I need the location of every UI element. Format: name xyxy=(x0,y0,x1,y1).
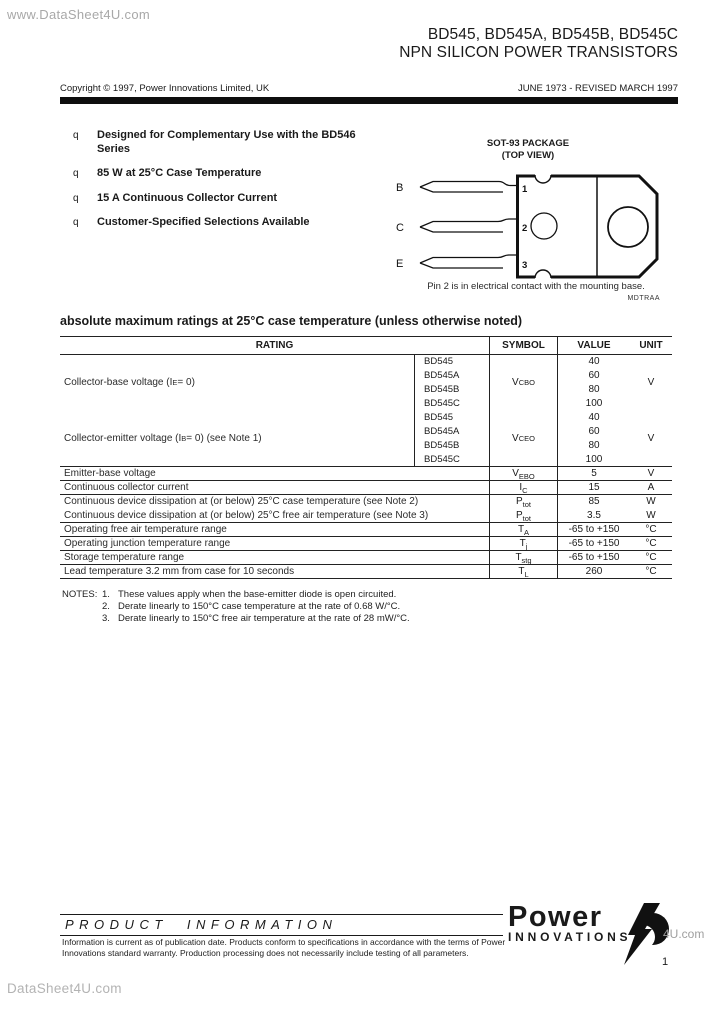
device-cell: BD545B xyxy=(424,440,460,451)
column-header-unit: UNIT xyxy=(639,340,663,351)
value-cell: -65 to +150 xyxy=(568,538,620,549)
device-cell: BD545 xyxy=(424,356,454,367)
pin-label-c: C xyxy=(396,222,404,234)
device-cell: BD545B xyxy=(424,384,460,395)
features-list xyxy=(73,129,383,241)
symbol-subscript: EBO xyxy=(518,472,535,481)
value-cell: 80 xyxy=(588,440,600,451)
device-cell: BD545C xyxy=(424,454,460,465)
column-header-rating: RATING xyxy=(60,337,490,354)
value-cell: 60 xyxy=(588,426,600,437)
table-row xyxy=(60,481,672,495)
pin-label-b: B xyxy=(396,182,404,194)
symbol-base: P xyxy=(515,510,523,521)
revision-date: JUNE 1973 - REVISED MARCH 1997 xyxy=(518,83,678,94)
notes-label: NOTES: xyxy=(62,589,98,600)
rating-cell: Continuous collector current xyxy=(60,481,490,494)
symbol-subscript: A xyxy=(524,528,530,537)
pin-number-1: 1 xyxy=(522,184,528,195)
symbol-base: V xyxy=(512,432,519,444)
abs-max-ratings-table xyxy=(60,336,672,579)
rating-subscript: E xyxy=(172,378,178,388)
header-rule xyxy=(60,97,678,104)
pin-label-e: E xyxy=(396,258,404,270)
square-bullet-icon: q xyxy=(73,192,79,204)
note-text: These values apply when the base-emitter diode is open circuited. xyxy=(118,589,397,600)
symbol-subscript: j xyxy=(525,542,528,551)
rating-cell: Lead temperature 3.2 mm from case for 10 seconds xyxy=(60,565,490,578)
square-bullet-icon: q xyxy=(73,130,79,141)
copyright-text: Copyright © 1997, Power Innovations Limited, UK xyxy=(60,83,270,94)
rating-cell: Operating junction temperature range xyxy=(60,537,490,550)
symbol-base: V xyxy=(512,377,519,389)
symbol-subscript: C xyxy=(522,486,528,495)
symbol-cell xyxy=(490,411,557,467)
page-title xyxy=(399,26,678,61)
voltage-rating-groups xyxy=(60,355,672,467)
device-column xyxy=(415,355,490,466)
symbol-base: T xyxy=(515,552,522,563)
rating-text: Collector-emitter voltage (I xyxy=(64,432,182,444)
symbol-cell xyxy=(490,565,558,578)
rating-cell: Emitter-base voltage xyxy=(60,467,490,480)
symbol-subscript: L xyxy=(524,570,529,579)
symbol-base: P xyxy=(515,496,523,507)
unit-cell: °C xyxy=(645,538,657,549)
feature-item xyxy=(73,216,383,230)
value-cell: 80 xyxy=(588,384,600,395)
unit-cell: A xyxy=(647,482,655,493)
unit-column xyxy=(630,355,672,466)
feature-text: Designed for Complementary Use with the BD546 Series xyxy=(97,129,356,155)
note-text: Derate linearly to 150°C free air temperature at the rate of 28 mW/°C. xyxy=(118,613,410,624)
rating-cell xyxy=(60,355,414,411)
rating-subscript: B xyxy=(181,433,187,443)
note-number: 1. xyxy=(102,589,110,600)
symbol-subscript: CEO xyxy=(518,433,535,443)
symbol-column xyxy=(490,355,558,466)
table-title: absolute maximum ratings at 25°C case temperature (unless otherwise noted) xyxy=(60,314,523,328)
symbol-cell xyxy=(490,509,558,522)
product-info-heading: PRODUCT INFORMATION xyxy=(60,914,503,936)
watermark-logo-overlay: 4U.com xyxy=(663,927,705,941)
drawing-code: MDTRAA xyxy=(627,295,660,302)
note-number: 3. xyxy=(102,613,110,624)
note-text: Derate linearly to 150°C case temperature at the rate of 0.68 W/°C. xyxy=(118,601,401,612)
table-row xyxy=(60,523,672,537)
rating-name-column xyxy=(60,355,415,466)
table-row xyxy=(60,495,672,509)
package-caption: Pin 2 is in electrical contact with the mounting base. xyxy=(427,281,645,292)
square-bullet-icon: q xyxy=(73,168,79,179)
watermark-bottom: DataSheet4U.com xyxy=(7,981,122,996)
lead-e xyxy=(420,255,518,268)
note-item xyxy=(62,613,410,625)
rating-text: = 0) (see Note 1) xyxy=(186,432,262,444)
symbol-base: T xyxy=(519,538,526,549)
value-cell: 40 xyxy=(588,356,600,367)
symbol-cell xyxy=(490,523,558,536)
unit-cell: V xyxy=(647,432,655,444)
table-row xyxy=(60,509,672,523)
value-column xyxy=(558,355,630,466)
table-row xyxy=(60,537,672,551)
package-diagram xyxy=(390,138,682,302)
unit-cell: W xyxy=(646,496,656,507)
symbol-cell xyxy=(490,537,558,550)
table-row xyxy=(60,467,672,481)
device-cell: BD545A xyxy=(424,426,460,437)
copyright-row xyxy=(60,83,678,94)
page-number: 1 xyxy=(661,956,669,968)
value-cell: 100 xyxy=(585,454,603,465)
rating-text: Collector-base voltage (I xyxy=(64,377,173,389)
table-header-row xyxy=(60,336,672,355)
logo-subword: INNOVATIONS xyxy=(508,930,632,944)
unit-cell: W xyxy=(646,510,656,521)
sot93-outline-drawing xyxy=(390,168,682,286)
lead-b xyxy=(420,182,518,193)
table-row xyxy=(60,565,672,579)
rating-cell: Operating free air temperature range xyxy=(60,523,490,536)
note-indent xyxy=(62,601,102,613)
symbol-subscript: CBO xyxy=(518,378,535,388)
device-cell: BD545A xyxy=(424,370,460,381)
device-names-title: BD545, BD545A, BD545B, BD545C xyxy=(427,26,678,43)
square-bullet-icon: q xyxy=(73,217,79,228)
value-cell: 15 xyxy=(588,482,600,493)
symbol-cell xyxy=(490,495,558,509)
value-cell: 260 xyxy=(585,566,603,577)
lead-c xyxy=(420,219,518,232)
rating-cell: Storage temperature range xyxy=(60,551,490,564)
unit-cell: °C xyxy=(645,524,657,535)
disclaimer-text: Information is current as of publication date. Products conform to specifications in accordance with the terms of Power Innovations standard warranty. Production processing does not necessarily include testing of all parameters. xyxy=(62,937,506,958)
symbol-base: T xyxy=(517,524,525,535)
symbol-cell xyxy=(490,467,558,480)
symbol-subscript: tot xyxy=(522,500,531,509)
logo-word: Power xyxy=(508,901,603,933)
value-cell: -65 to +150 xyxy=(568,552,620,563)
rating-cell: Continuous device dissipation at (or below) 25°C free air temperature (see Note 3) xyxy=(60,509,490,522)
note-item xyxy=(62,601,410,613)
rating-cell xyxy=(60,411,414,467)
symbol-base: I xyxy=(519,482,523,493)
feature-text: Customer-Specified Selections Available xyxy=(97,216,310,228)
unit-cell: V xyxy=(647,468,655,479)
value-cell: 100 xyxy=(585,398,603,409)
package-body-outline xyxy=(518,176,658,277)
symbol-cell xyxy=(490,355,557,411)
package-subtitle: (TOP VIEW) xyxy=(501,149,555,161)
notes-section xyxy=(62,589,410,625)
symbol-cell xyxy=(490,481,558,494)
pin-number-3: 3 xyxy=(522,260,528,271)
symbol-base: V xyxy=(512,468,519,479)
unit-cell: °C xyxy=(645,552,657,563)
watermark-top: www.DataSheet4U.com xyxy=(7,7,150,22)
note-indent xyxy=(62,613,102,625)
package-title: SOT-93 PACKAGE xyxy=(486,138,570,149)
value-cell: 85 xyxy=(588,496,600,507)
unit-cell: V xyxy=(647,377,655,389)
value-cell: 40 xyxy=(588,412,600,423)
table-row xyxy=(60,551,672,565)
device-cell: BD545C xyxy=(424,398,460,409)
device-cell: BD545 xyxy=(424,412,454,423)
pin-number-2: 2 xyxy=(522,223,528,234)
symbol-subscript: tot xyxy=(522,514,531,523)
symbol-cell xyxy=(490,551,558,564)
feature-text: 85 W at 25°C Case Temperature xyxy=(97,167,262,179)
rating-cell: Continuous device dissipation at (or below) 25°C case temperature (see Note 2) xyxy=(60,495,490,509)
note-item xyxy=(62,589,410,601)
device-type-title: NPN SILICON POWER TRANSISTORS xyxy=(399,43,678,61)
value-cell: 3.5 xyxy=(587,510,601,521)
rating-text: = 0) xyxy=(177,377,195,389)
column-header-symbol: SYMBOL xyxy=(490,337,558,354)
note-number: 2. xyxy=(102,601,110,612)
symbol-subscript: stg xyxy=(521,556,532,565)
value-cell: 60 xyxy=(588,370,600,381)
feature-item xyxy=(73,167,383,181)
feature-item xyxy=(73,192,383,206)
value-cell: 5 xyxy=(591,468,597,479)
unit-cell: °C xyxy=(645,566,657,577)
column-header-value: VALUE xyxy=(577,340,611,351)
feature-item xyxy=(73,129,383,156)
feature-text: 15 A Continuous Collector Current xyxy=(97,191,278,204)
value-cell: -65 to +150 xyxy=(568,524,620,535)
symbol-base: T xyxy=(518,566,525,577)
